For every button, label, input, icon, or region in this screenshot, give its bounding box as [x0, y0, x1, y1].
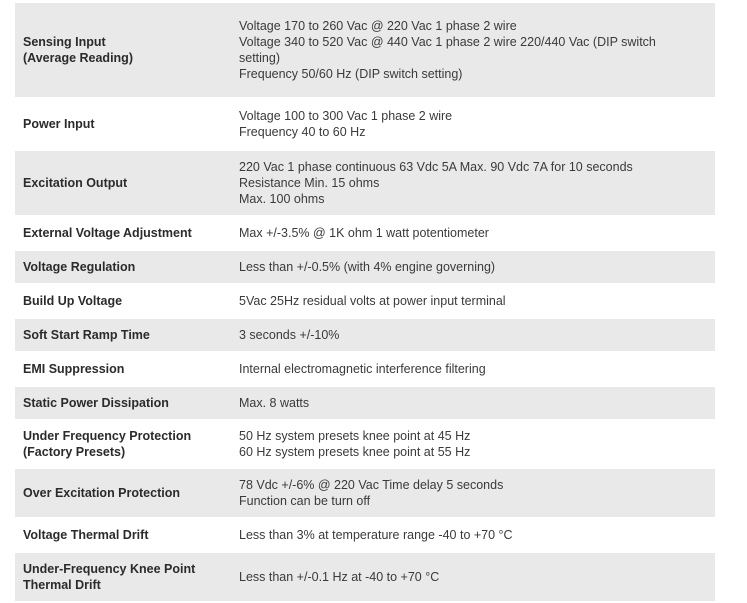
table-row [15, 469, 715, 519]
spec-label [15, 519, 231, 553]
spec-label-line: Sensing Input [23, 35, 106, 49]
spec-value-line: 60 Hz system presets knee point at 55 Hz [239, 445, 471, 459]
spec-value [231, 151, 715, 217]
spec-label [15, 251, 231, 285]
spec-value-line: Less than +/-0.5% (with 4% engine governing) [239, 260, 496, 274]
table-row [15, 217, 715, 251]
spec-label-line: Build Up Voltage [23, 294, 123, 308]
spec-value-line: 220 Vac 1 phase continuous 63 Vdc 5A Max. 90 Vdc 7A for 10 seconds [239, 160, 633, 174]
spec-label [15, 285, 231, 319]
spec-value-line: Less than +/-0.1 Hz at -40 to +70 °C [239, 570, 440, 584]
table-row [15, 387, 715, 421]
spec-value-line: Internal electromagnetic interference filtering [239, 362, 486, 376]
spec-value [231, 99, 715, 151]
spec-label [15, 3, 231, 99]
spec-label [15, 99, 231, 151]
spec-value [231, 285, 715, 319]
spec-label-line: Excitation Output [23, 176, 128, 190]
spec-value-line: Frequency 40 to 60 Hz [239, 125, 366, 139]
spec-value-line: 50 Hz system presets knee point at 45 Hz [239, 429, 471, 443]
spec-label [15, 469, 231, 519]
spec-value-line: Voltage 100 to 300 Vac 1 phase 2 wire [239, 109, 453, 123]
spec-value-line: 78 Vdc +/-6% @ 220 Vac Time delay 5 seconds [239, 478, 504, 492]
spec-label-line: (Average Reading) [23, 51, 133, 65]
table-row [15, 285, 715, 319]
spec-label [15, 421, 231, 469]
spec-value [231, 353, 715, 387]
spec-label [15, 217, 231, 251]
spec-label-line: EMI Suppression [23, 362, 125, 376]
spec-value [231, 3, 715, 99]
table-row [15, 519, 715, 553]
spec-value [231, 519, 715, 553]
table-row [15, 421, 715, 469]
table-row [15, 99, 715, 151]
spec-label-line: Under Frequency Protection [23, 429, 192, 443]
spec-value [231, 251, 715, 285]
spec-label-line: Over Excitation Protection [23, 486, 180, 500]
spec-value [231, 387, 715, 421]
spec-label-line: Under-Frequency Knee Point [23, 562, 196, 576]
spec-value-line: Max +/-3.5% @ 1K ohm 1 watt potentiometer [239, 226, 489, 240]
spec-value [231, 217, 715, 251]
table-row [15, 3, 715, 99]
spec-value-line: Resistance Min. 15 ohms [239, 176, 380, 190]
spec-label-line: Static Power Dissipation [23, 396, 169, 410]
spec-label [15, 387, 231, 421]
table-row [15, 151, 715, 217]
spec-value-line: Max. 100 ohms [239, 192, 325, 206]
spec-value [231, 319, 715, 353]
spec-value-line: Max. 8 watts [239, 396, 310, 410]
table-row [15, 319, 715, 353]
spec-value-line: setting) [239, 51, 280, 65]
spec-label [15, 353, 231, 387]
spec-label-line: External Voltage Adjustment [23, 226, 192, 240]
spec-value-line: Voltage 340 to 520 Vac @ 440 Vac 1 phase 2 wire 220/440 Vac (DIP switch [239, 35, 656, 49]
spec-label-line: (Factory Presets) [23, 445, 126, 459]
spec-label-line: Soft Start Ramp Time [23, 328, 150, 342]
spec-value-line: Function can be turn off [239, 494, 371, 508]
spec-value [231, 469, 715, 519]
spec-value [231, 421, 715, 469]
spec-value [231, 553, 715, 603]
spec-value-line: 5Vac 25Hz residual volts at power input terminal [239, 294, 506, 308]
spec-label-line: Thermal Drift [23, 578, 101, 592]
table-row [15, 251, 715, 285]
spec-value-line: Frequency 50/60 Hz (DIP switch setting) [239, 67, 463, 81]
spec-value-line: Voltage 170 to 260 Vac @ 220 Vac 1 phase 2 wire [239, 19, 517, 33]
spec-label-line: Power Input [23, 117, 95, 131]
table-row [15, 353, 715, 387]
spec-label-line: Voltage Regulation [23, 260, 136, 274]
spec-label [15, 151, 231, 217]
spec-value-line: Less than 3% at temperature range -40 to +70 °C [239, 528, 513, 542]
spec-label [15, 553, 231, 603]
spec-value-line: 3 seconds +/-10% [239, 328, 340, 342]
spec-table [15, 3, 715, 603]
table-row [15, 553, 715, 603]
spec-label [15, 319, 231, 353]
spec-label-line: Voltage Thermal Drift [23, 528, 149, 542]
spec-table-body [15, 3, 715, 603]
